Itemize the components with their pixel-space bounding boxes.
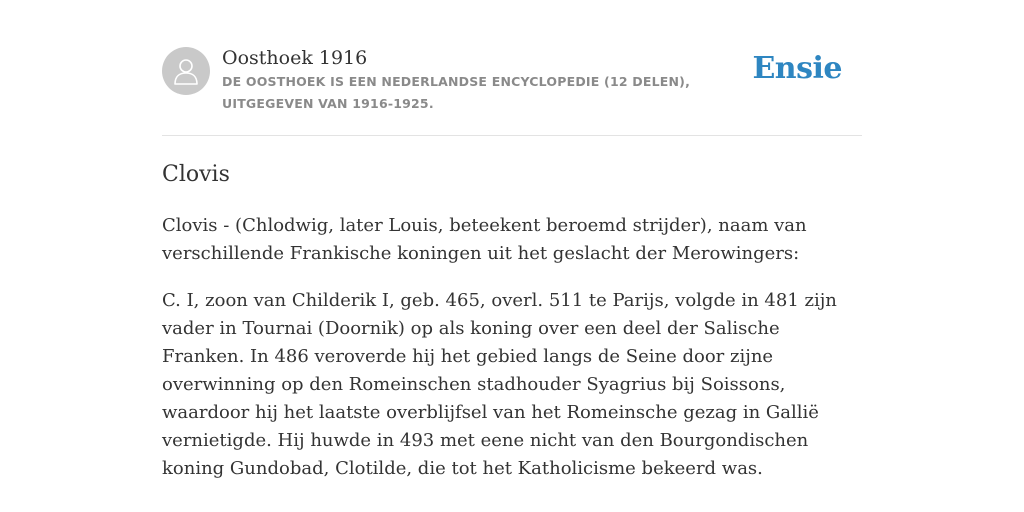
article-body: [162, 212, 862, 502]
source-info: [222, 46, 762, 115]
source-header: [162, 46, 862, 116]
ensie-logo[interactable]: Ensie: [752, 51, 842, 86]
article-title: Clovis: [162, 162, 230, 187]
header-divider: [162, 135, 862, 136]
avatar[interactable]: [162, 47, 210, 95]
article-paragraph: Clovis - (Chlodwig, later Louis, beteekent beroemd strijder), naam van verschillende Frankische koningen uit het geslacht der Merowingers:: [162, 215, 807, 264]
source-title[interactable]: Oosthoek 1916: [222, 47, 368, 69]
source-description: DE OOSTHOEK IS EEN NEDERLANDSE ENCYCLOPEDIE (12 DELEN), UITGEGEVEN VAN 1916-1925.: [222, 74, 691, 111]
article-paragraph: C. I, zoon van Childerik I, geb. 465, overl. 511 te Parijs, volgde in 481 zijn vader in Tournai (Doornik) op als koning over een deel der Salische Franken. In 486 veroverde hij het gebied langs de Seine door zijne overwinning op den Romeinschen stadhouder Syagrius bij Soissons, waardoor hij het laatste overblijfsel van het Romeinsche gezag in Gallië vernietigde. Hij huwde in 493 met eene nicht van den Bourgondischen koning Gundobad, Clotilde, die tot het Katholicisme bekeerd was.: [162, 290, 837, 479]
user-avatar-icon: [173, 57, 199, 85]
